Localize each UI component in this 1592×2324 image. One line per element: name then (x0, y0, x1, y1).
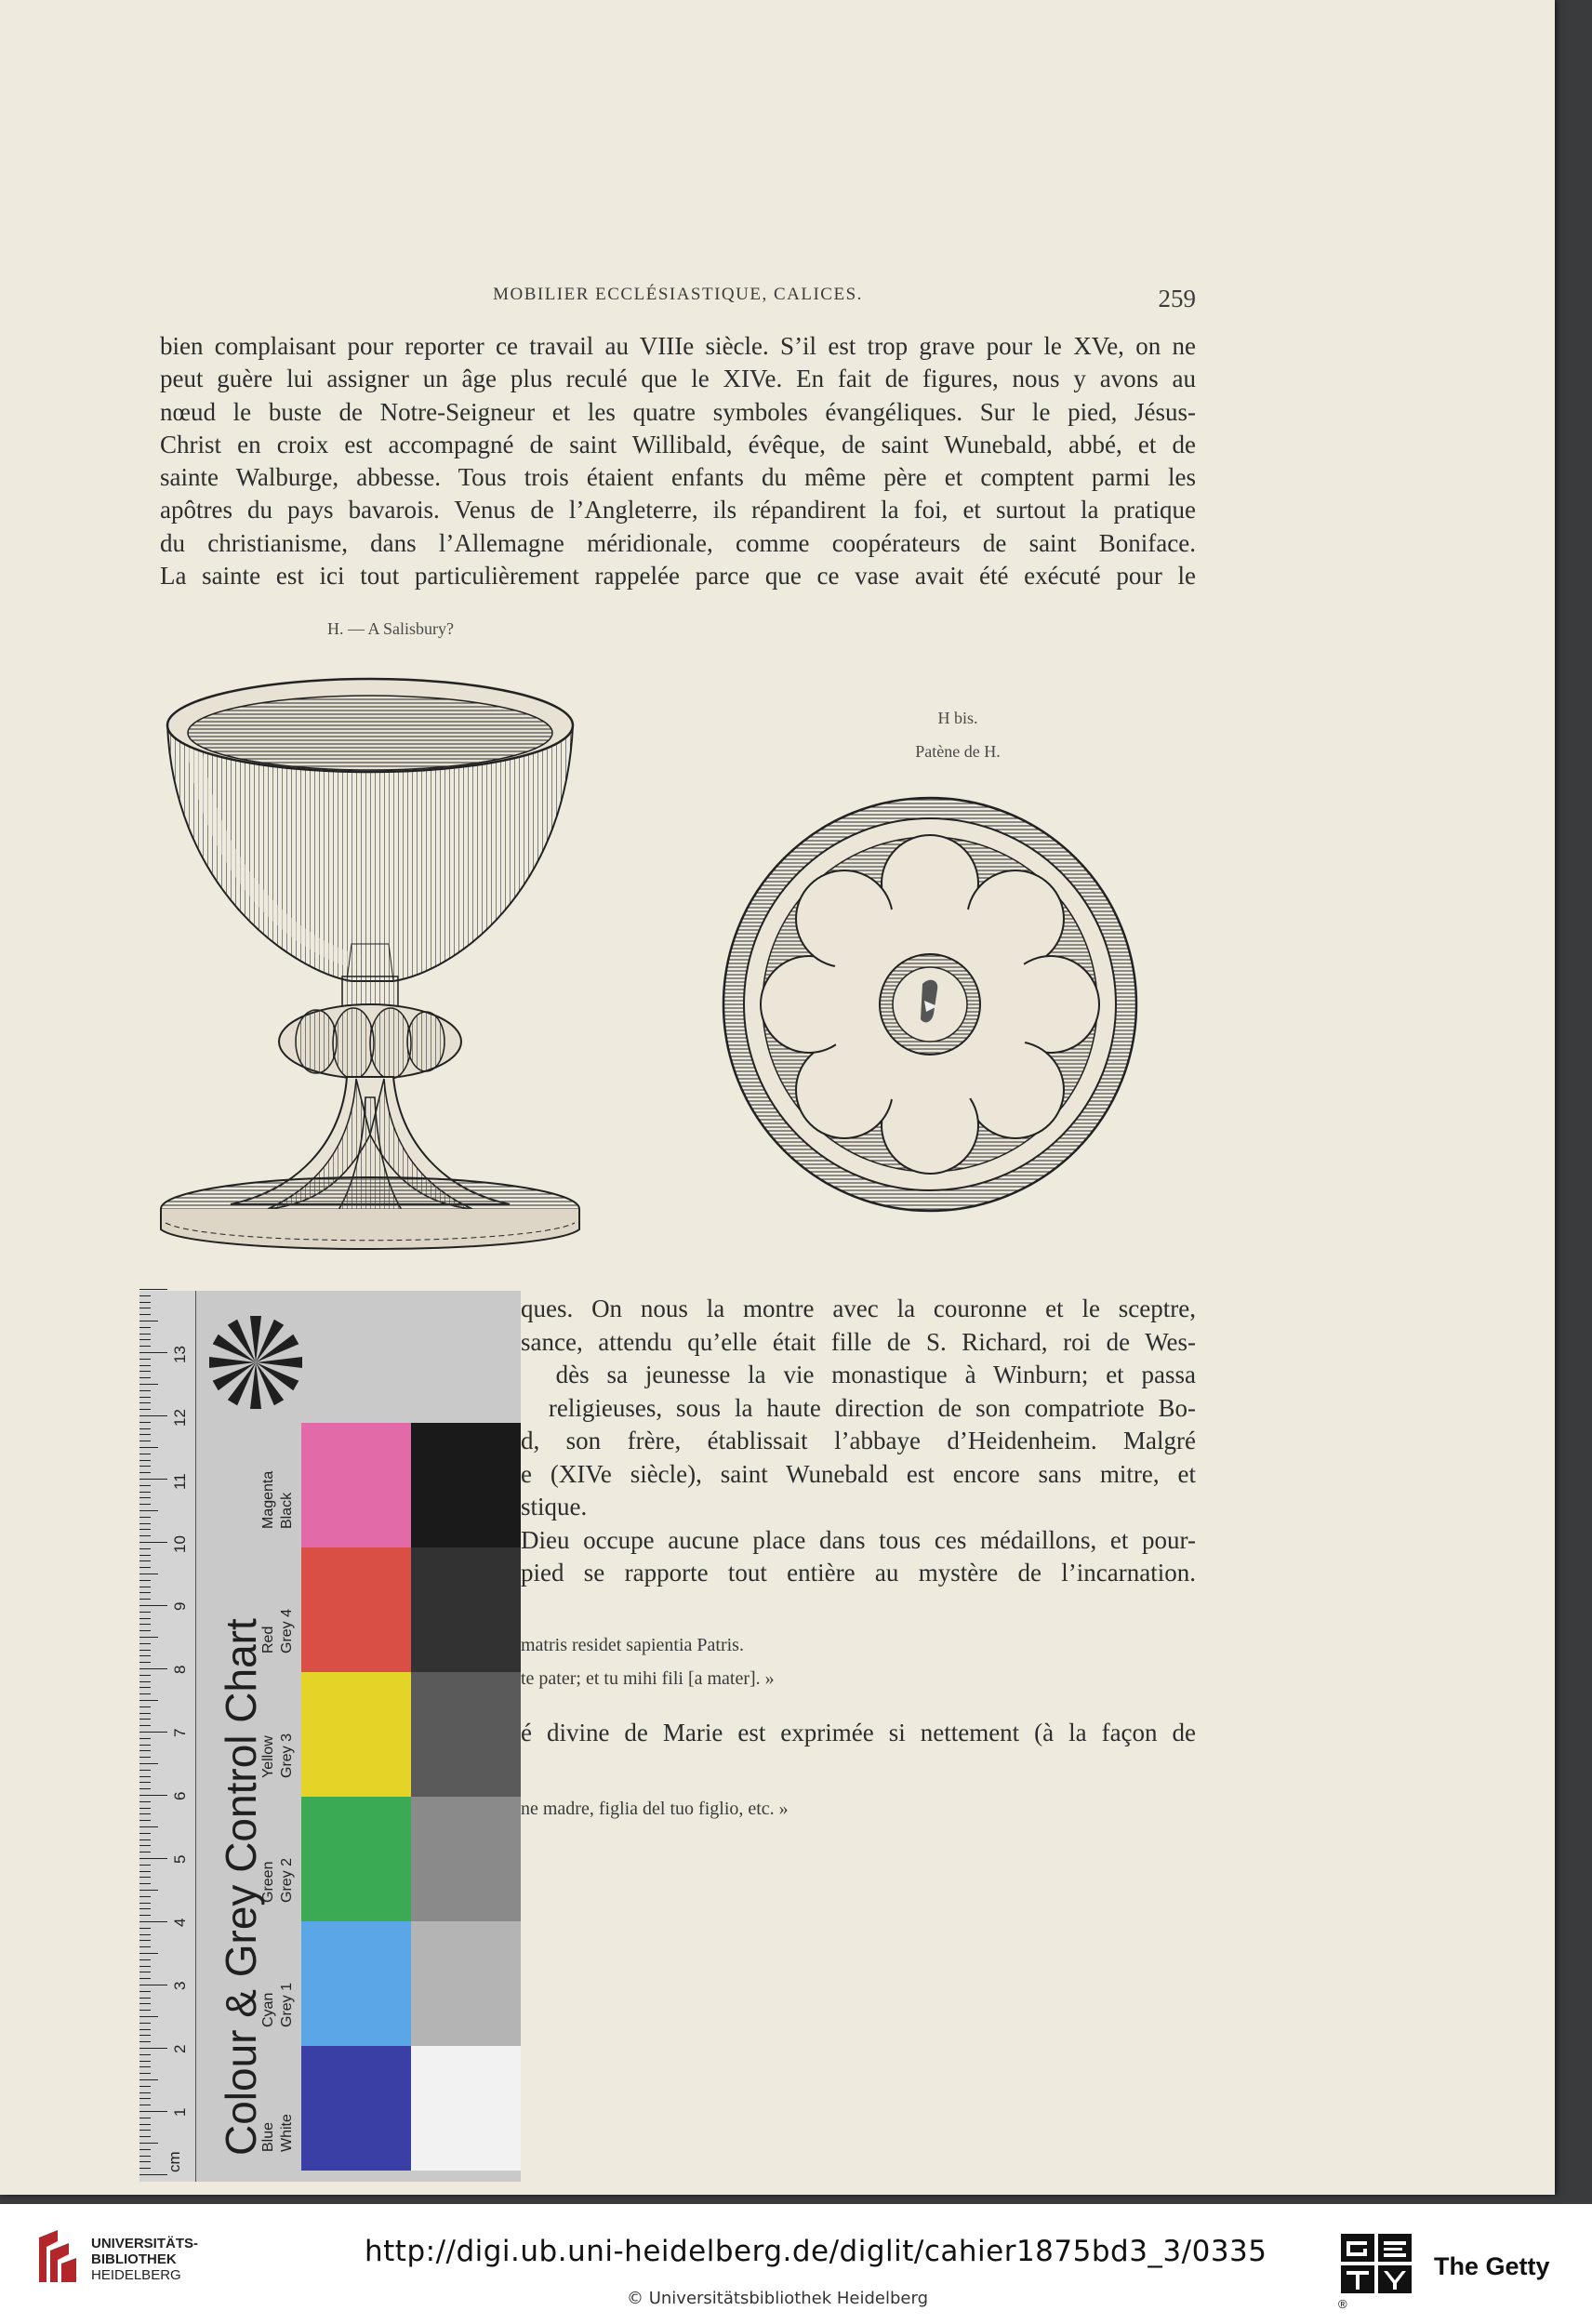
ruler-tick (139, 1928, 151, 1929)
ruler-tick (139, 1517, 151, 1518)
ruler-number: 9 (171, 1601, 189, 1611)
ruler-tick (139, 1693, 151, 1694)
ruler-tick (139, 1327, 151, 1328)
grey-patch (411, 2046, 521, 2171)
ruler-tick (139, 1896, 151, 1897)
grey-patch (411, 1547, 521, 1672)
ruler-tick (139, 1643, 151, 1644)
ruler-tick (139, 1940, 151, 1941)
ruler-tick (139, 1668, 167, 1669)
ruler-tick (139, 2168, 151, 2169)
ruler-tick (139, 1833, 151, 1834)
ruler-number: 8 (171, 1665, 189, 1674)
grey-patch (411, 1423, 521, 1547)
ruler-tick (139, 1946, 151, 1947)
text-line: é divine de Marie est exprimée si nettement (à la façon de (521, 1719, 1196, 1746)
library-name-line: BIBLIOTHEK (91, 2251, 177, 2267)
ruler-tick (139, 1447, 158, 1448)
patch-grey-label: White (279, 2114, 295, 2152)
color-patch (301, 1797, 411, 1921)
ruler-tick (139, 2073, 151, 2074)
ruler-tick (139, 1687, 151, 1688)
ruler-number: 11 (171, 1473, 189, 1490)
text-line: e (XIVe siècle), saint Wunebald est encore sans mitre, et (521, 1459, 1196, 1488)
body-line: apôtres du pays bavarois. Venus de l’Angleterre, ils répandirent la foi, et surtout la pratique (160, 496, 1196, 525)
ruler-tick (139, 1750, 151, 1751)
ruler-tick (139, 2174, 167, 2175)
patch-grey-label: Grey 2 (279, 1857, 295, 1903)
ruler-tick (139, 2003, 151, 2004)
ruler-tick (139, 2035, 151, 2036)
ruler-tick (139, 2029, 151, 2030)
ruler-tick (139, 1801, 151, 1802)
body-line: du christianisme, dans l’Allemagne méridionale, comme coopérateurs de saint Boniface. (160, 528, 1196, 557)
ruler-tick (139, 2016, 158, 2017)
ruler-tick (139, 2143, 158, 2144)
ruler-tick (139, 1662, 151, 1663)
ruler-tick (139, 1492, 151, 1493)
cm-ruler (139, 1291, 196, 2182)
ruler-tick (139, 1529, 151, 1530)
ruler-tick (139, 1706, 151, 1707)
ruler-tick (139, 1700, 158, 1701)
ruler-unit: cm (166, 2151, 183, 2172)
ruler-tick (139, 1852, 151, 1853)
ruler-tick (139, 1289, 167, 1290)
ruler-tick (139, 1504, 151, 1505)
source-url-link[interactable]: http://digi.ub.uni-heidelberg.de/diglit/cahier1875bd3_3/0335 (365, 2235, 1267, 2268)
ruler-tick (139, 1795, 167, 1796)
right-text-block (521, 1293, 1196, 1590)
ruler-tick (139, 1732, 167, 1733)
quote-block (521, 1635, 1196, 1839)
ruler-tick (139, 1472, 151, 1473)
text-line: ques. On nous la montre avec la couronne et le sceptre, (521, 1295, 1196, 1322)
ruler-tick (139, 1434, 151, 1435)
ruler-tick (139, 1808, 151, 1809)
ruler-number: 3 (171, 1981, 189, 1990)
ruler-tick (139, 1605, 167, 1606)
ruler-tick (139, 2010, 151, 2011)
header-title: MOBILIER ECCLÉSIASTIQUE, CALICES. (493, 285, 863, 304)
ruler-tick (139, 1845, 151, 1846)
ruler-tick (139, 1675, 151, 1676)
color-patch (301, 2046, 411, 2171)
ruler-tick (139, 1725, 151, 1726)
ruler-tick (139, 2092, 151, 2093)
ruler-tick (139, 1479, 167, 1480)
ruler-number: 2 (171, 2044, 189, 2053)
color-patch (301, 1921, 411, 2046)
ruler-number: 7 (171, 1728, 189, 1737)
colour-control-chart (139, 1291, 521, 2182)
patch-color-label: Red (260, 1626, 276, 1653)
ruler-tick (139, 1908, 151, 1909)
ruler-tick (139, 1903, 151, 1904)
chalice-caption: H. — A Salisbury? (326, 619, 454, 638)
body-paragraph (160, 330, 1196, 592)
ub-heidelberg-logo-icon (35, 2228, 80, 2284)
ruler-tick (139, 1890, 158, 1891)
body-line: nœud le buste de Notre-Seigneur et les quatre symboles évangéliques. Sur le pied, Jésus- (160, 397, 1196, 426)
ruler-tick (139, 1384, 158, 1385)
ruler-tick (139, 2130, 151, 2131)
ruler-tick (139, 1991, 151, 1992)
paten-caption-title: Patène de H. (915, 742, 1001, 761)
ruler-tick (139, 1422, 151, 1423)
ruler-tick (139, 2124, 151, 2125)
ruler-tick (139, 1428, 151, 1429)
ruler-tick (139, 1839, 151, 1840)
ruler-tick (139, 1302, 151, 1303)
body-line: bien complaisant pour reporter ce travail au VIIIe siècle. S’il est trop grave pour le XVe, on ne (160, 332, 1196, 360)
ruler-number: 12 (171, 1409, 189, 1427)
chart-title: Colour & Grey Control Chart (217, 1618, 265, 2156)
ruler-tick (139, 1339, 151, 1340)
patch-color-label: Yellow (260, 1735, 276, 1778)
ruler-tick (139, 1523, 151, 1524)
ruler-tick (139, 1460, 151, 1461)
ruler-tick (139, 1466, 151, 1467)
ruler-tick (139, 1953, 158, 1954)
text-line: stique. (521, 1493, 588, 1521)
ruler-tick (139, 1535, 151, 1536)
ruler-tick (139, 1397, 151, 1398)
ruler-tick (139, 1713, 151, 1714)
text-line: sance, attendu qu’elle était fille de S. Richard, roi de Wes- (521, 1327, 1196, 1356)
body-line: sainte Walburge, abbesse. Tous trois étaient enfants du même père et comptent parmi les (160, 463, 1196, 492)
ruler-tick (139, 2054, 151, 2055)
ruler-tick (139, 1681, 151, 1682)
grey-patch (411, 1672, 521, 1797)
chalice-illustration (156, 660, 584, 1255)
ruler-tick (139, 1915, 151, 1916)
ruler-tick (139, 2161, 151, 2162)
library-name (91, 2236, 198, 2283)
ruler-tick (139, 2156, 151, 2157)
ruler-tick (139, 1959, 151, 1960)
patch-grey-label: Grey 3 (279, 1733, 295, 1778)
ruler-tick (139, 1314, 151, 1315)
ruler-tick (139, 1612, 151, 1613)
ruler-number: 10 (171, 1535, 189, 1553)
patch-grey-label: Grey 4 (279, 1608, 295, 1653)
patch-grey-label: Grey 1 (279, 1982, 295, 2027)
body-line: peut guère lui assigner un âge plus reculé que le XIVe. En fait de figures, nous y avons au (160, 365, 1196, 393)
ruler-tick (139, 2149, 151, 2150)
ruler-tick (139, 1567, 151, 1568)
copyright-notice: © Universitätsbibliothek Heidelberg (627, 2289, 929, 2308)
grey-patch (411, 1921, 521, 2046)
getty-name: The Getty (1434, 2252, 1550, 2280)
ruler-tick (139, 1497, 151, 1498)
quote-line: te pater; et tu mihi fili [a mater]. » (521, 1668, 775, 1689)
color-patch (301, 1672, 411, 1797)
body-line: La sainte est ici tout particulièrement rappelée parce que ce vase avait été exécuté pour le (160, 562, 1196, 591)
ruler-tick (139, 1978, 151, 1979)
ruler-tick (139, 2136, 151, 2137)
ruler-tick (139, 1655, 151, 1656)
ruler-tick (139, 2023, 151, 2024)
ruler-tick (139, 1560, 151, 1561)
ruler-tick (139, 1719, 151, 1720)
text-line: Dieu occupe aucune place dans tous ces médaillons, et pour- (521, 1525, 1196, 1554)
ruler-tick (139, 1757, 151, 1758)
paten-illustration (716, 790, 1144, 1218)
ruler-tick (139, 1592, 151, 1593)
ruler-tick (139, 1745, 151, 1746)
ruler-tick (139, 2048, 167, 2049)
ruler-tick (139, 1934, 151, 1935)
ruler-tick (139, 1402, 151, 1403)
ruler-tick (139, 1295, 151, 1296)
ruler-tick (139, 1548, 151, 1549)
color-patch (301, 1423, 411, 1547)
text-line: dès sa jeunesse la vie monastique à Winburn; et passa (521, 1361, 1196, 1388)
ruler-tick (139, 1966, 151, 1967)
ruler-tick (139, 1390, 151, 1391)
ruler-tick (139, 2111, 167, 2112)
patch-grey-label: Black (279, 1492, 295, 1529)
ruler-tick (139, 1409, 151, 1410)
paten-caption-number: H bis. (937, 709, 978, 727)
ruler-tick (139, 1510, 158, 1511)
ruler-tick (139, 1377, 151, 1378)
ruler-tick (139, 1650, 151, 1651)
ruler-number: 5 (171, 1854, 189, 1864)
ruler-tick (139, 1763, 158, 1764)
patch-color-label: Magenta (260, 1470, 276, 1529)
getty-logo-icon (1339, 2232, 1413, 2297)
text-line: d, son frère, établissait l’abbaye d’Heidenheim. Malgré (521, 1427, 1196, 1454)
ruler-tick (139, 1782, 151, 1783)
ruler-tick (139, 1826, 158, 1827)
body-line: Christ en croix est accompagné de saint Willibald, évêque, de saint Wunebald, abbé, et de (160, 430, 1196, 458)
text-line: pied se rapporte tout entière au mystère de l’incarnation. (521, 1559, 1196, 1587)
ruler-tick (139, 2066, 151, 2067)
ruler-tick (139, 1921, 167, 1922)
ruler-tick (139, 1877, 151, 1878)
ruler-number: 13 (171, 1346, 189, 1363)
ruler-tick (139, 1618, 151, 1619)
ruler-tick (139, 1813, 151, 1814)
ruler-tick (139, 1334, 151, 1335)
patch-color-label: Blue (260, 2121, 276, 2152)
footer-bar (0, 2204, 1592, 2324)
ruler-tick (139, 1599, 151, 1600)
ruler-tick (139, 1630, 151, 1631)
ruler-tick (139, 1365, 151, 1366)
ruler-tick (139, 1555, 151, 1556)
ruler-tick (139, 1871, 151, 1872)
ruler-number: 4 (171, 1918, 189, 1927)
ruler-tick (139, 1738, 151, 1739)
color-patch (301, 1547, 411, 1672)
ruler-tick (139, 1352, 167, 1353)
ruler-tick (139, 1788, 151, 1789)
quote-line: ne madre, figlia del tuo figlio, etc. » (521, 1799, 789, 1819)
registered-mark: ® (1338, 2297, 1347, 2311)
ruler-number: 1 (171, 2107, 189, 2117)
quote-line: matris residet sapientia Patris. (521, 1635, 744, 1655)
ruler-tick (139, 2098, 151, 2099)
ruler-tick (139, 1359, 151, 1360)
ruler-tick (139, 1485, 151, 1486)
ruler-tick (139, 1580, 151, 1581)
ruler-tick (139, 1776, 151, 1777)
running-header (160, 285, 1196, 312)
patch-color-label: Cyan (260, 1992, 276, 2027)
ruler-tick (139, 2061, 151, 2062)
patch-color-label: Green (260, 1861, 276, 1903)
ruler-tick (139, 1637, 158, 1638)
library-name-line: HEIDELBERG (91, 2267, 181, 2283)
ruler-tick (139, 1770, 151, 1771)
ruler-tick (139, 2041, 151, 2042)
ruler-tick (139, 1624, 151, 1625)
ruler-tick (139, 1883, 151, 1884)
ruler-tick (139, 1820, 151, 1821)
ruler-tick (139, 2086, 151, 2087)
library-name-line: UNIVERSITÄTS- (91, 2236, 199, 2251)
ruler-tick (139, 1865, 151, 1866)
ruler-tick (139, 1346, 151, 1347)
ruler-tick (139, 1371, 151, 1372)
text-line: religieuses, sous la haute direction de son compatriote Bo- (521, 1393, 1196, 1422)
ruler-number: 6 (171, 1791, 189, 1800)
ruler-tick (139, 1415, 167, 1416)
ruler-tick (139, 1858, 167, 1859)
ruler-tick (139, 2079, 158, 2080)
page-number: 259 (1158, 285, 1196, 312)
grey-patch (411, 1797, 521, 1921)
ruler-tick (139, 1998, 151, 1999)
ruler-tick (139, 1542, 167, 1543)
